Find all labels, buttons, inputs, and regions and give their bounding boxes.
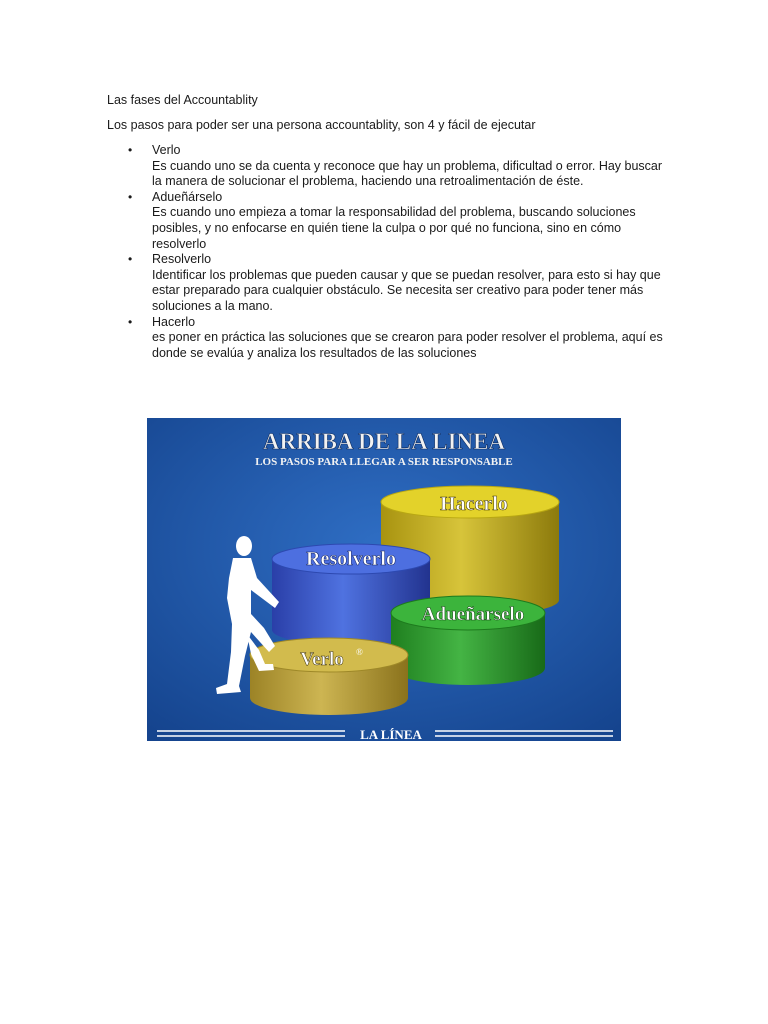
bullet-icon: • — [128, 189, 133, 204]
step-name: Verlo — [152, 143, 181, 157]
step-description: es poner en práctica las soluciones que se crearon para poder resolver el problema, aquí es donde se evalúa y analiza los resultados de las soluciones — [152, 330, 663, 360]
hacerlo-label: Hacerlo — [440, 493, 508, 515]
step-name: Hacerlo — [152, 314, 196, 329]
step-description: Identificar los problemas que pueden causar y que se puedan resolver, para esto si hay que estar preparado para cualquier obstáculo. Se necesita ser creativo para poder tener más soluciones a la mano. — [152, 267, 661, 313]
aduenarselo-label: Adueñarselo — [421, 604, 525, 625]
figure-subheading: LOS PASOS PARA LLEGAR A SER RESPONSABLE — [255, 456, 513, 468]
step-description: Es cuando uno se da cuenta y reconoce que hay un problema, dificultad o error. Hay buscar la manera de solucionar el problema, haciendo una retroalimentación de éste. — [152, 158, 663, 189]
resolverlo-label: Resolverlo — [306, 548, 396, 570]
cylinder-verlo — [250, 638, 408, 715]
cylinder-aduenarselo — [391, 596, 545, 685]
accountability-figure — [147, 418, 621, 741]
intro-paragraph: Los pasos para poder ser una persona accountablity, son 4 y fácil de ejecutar — [107, 118, 536, 132]
list-item-aduenarselo — [107, 190, 667, 252]
list-item-verlo — [107, 143, 667, 190]
document-title: Las fases del Accountablity — [107, 93, 258, 107]
bullet-icon: • — [128, 314, 133, 329]
bullet-icon: • — [128, 252, 133, 267]
figure-heading: ARRIBA DE LA LINEA — [262, 429, 506, 454]
list-item-resolverlo — [107, 252, 667, 314]
steps-list — [107, 143, 667, 361]
step-description: Es cuando uno empieza a tomar la responsabilidad del problema, buscando soluciones posibles, y no enfocarse en quién tiene la culpa o por qué no funciona, sino en cómo resolverlo — [152, 205, 636, 251]
step-name: Resolverlo — [152, 252, 212, 267]
footer-label: LA LÍNEA — [360, 727, 422, 741]
step-name: Adueñárselo — [152, 189, 223, 204]
figure-graphic — [147, 418, 621, 741]
bullet-icon: • — [128, 143, 133, 157]
trademark-symbol: ® — [356, 647, 363, 657]
list-item-hacerlo — [107, 315, 667, 362]
document-page — [107, 92, 667, 361]
verlo-label: Verlo — [300, 649, 344, 670]
